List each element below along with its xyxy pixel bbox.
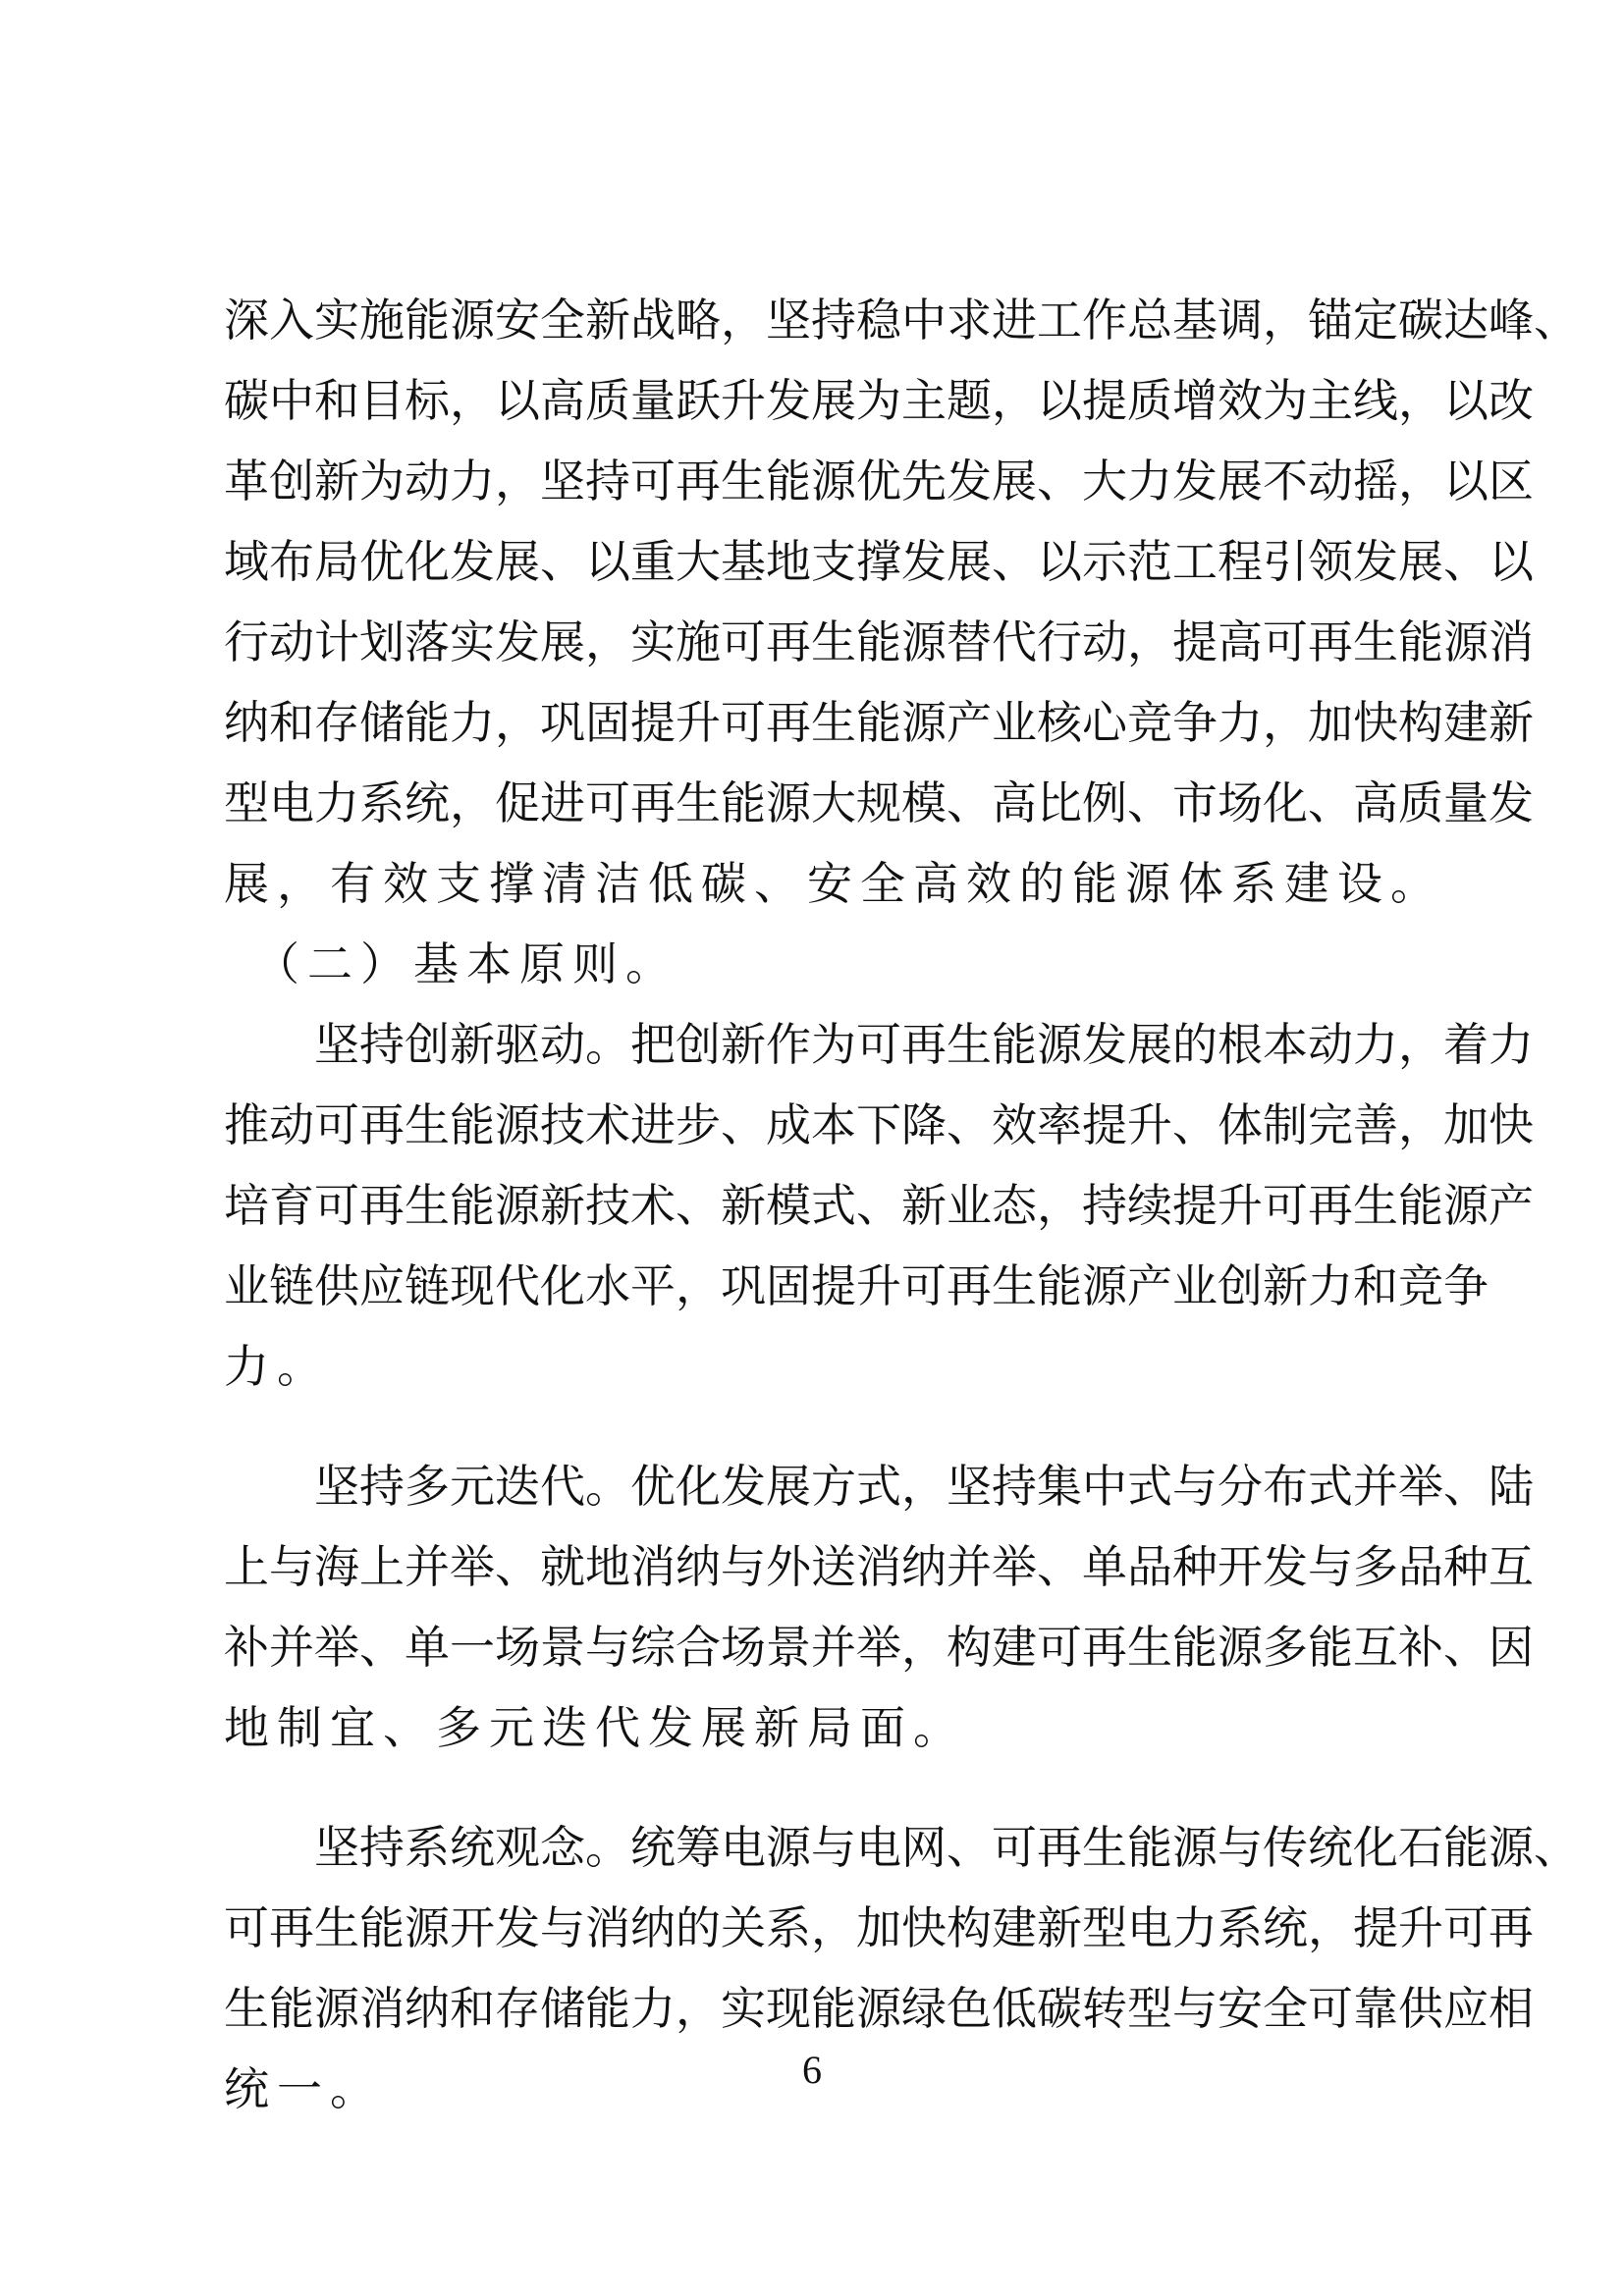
text-line: 推 动 可 再 生 能 源 技 术 进 步 、 成 本 下 降 、 效 率 提 升 、 体 制 完 善 ， 加 快 (224, 1098, 1534, 1151)
text-line: （二）基本原则。 (224, 937, 678, 990)
text-line: 培 育 可 再 生 能 源 新 技 术 、 新 模 式 、 新 业 态 ， 持 续 提 升 可 再 生 能 源 产 (224, 1179, 1534, 1232)
text-line: 坚 持 系 统 观 念 。 统 筹 电 源 与 电 网 、 可 再 生 能 源 与 传 统 化 石 能 源 、 (314, 1821, 1579, 1874)
text-line: 域 布 局 优 化 发 展 、 以 重 大 基 地 支 撑 发 展 、 以 示 范 工 程 引 领 发 展 、 以 (224, 535, 1534, 588)
text-line: 纳 和 存 储 能 力 ， 巩 固 提 升 可 再 生 能 源 产 业 核 心 竞 争 力 ， 加 快 构 建 新 (224, 696, 1534, 749)
text-line: 补 并 举 、 单 一 场 景 与 综 合 场 景 并 举 ， 构 建 可 再 生 能 源 多 能 互 补 、 因 (224, 1621, 1534, 1674)
text-line: 碳 中 和 目 标 ， 以 高 质 量 跃 升 发 展 为 主 题 ， 以 提 质 增 效 为 主 线 ， 以 改 (224, 374, 1534, 427)
text-line: 型 电 力 系 统 ， 促 进 可 再 生 能 源 大 规 模 、 高 比 例 、 市 场 化 、 高 质 量 发 (224, 776, 1534, 829)
text-line: 坚 持 创 新 驱 动 。 把 创 新 作 为 可 再 生 能 源 发 展 的 根 本 动 力 ， 着 力 (314, 1018, 1534, 1071)
text-line: 地制宜、多元迭代发展新局面。 (224, 1701, 966, 1754)
text-line: 展，有效支撑清洁低碳、安全高效的能源体系建设。 (224, 857, 1443, 910)
text-line: 坚 持 多 元 迭 代 。 优 化 发 展 方 式 ， 坚 持 集 中 式 与 分 布 式 并 举 、 陆 (314, 1460, 1534, 1513)
text-line: 上 与 海 上 并 举 、 就 地 消 纳 与 外 送 消 纳 并 举 、 单 品 种 开 发 与 多 品 种 互 (224, 1540, 1534, 1593)
text-line: 深 入 实 施 能 源 安 全 新 战 略 ， 坚 持 稳 中 求 进 工 作 总 基 调 ， 锚 定 碳 达 峰 、 (224, 294, 1579, 347)
text-line: 可 再 生 能 源 开 发 与 消 纳 的 关 系 ， 加 快 构 建 新 型 电 力 系 统 ， 提 升 可 再 (224, 1901, 1534, 1954)
text-line: 生 能 源 消 纳 和 存 储 能 力 ， 实 现 能 源 绿 色 低 碳 转 型 与 安 全 可 靠 供 应 相 (224, 1982, 1534, 2035)
page-number: 6 (802, 2048, 822, 2092)
text-line: 革 创 新 为 动 力 ， 坚 持 可 再 生 能 源 优 先 发 展 、 大 力 发 展 不 动 摇 ， 以 区 (224, 454, 1534, 507)
text-line: 业 链 供 应 链 现 代 化 水 平 ， 巩 固 提 升 可 再 生 能 源 产 业 创 新 力 和 竞 争 (224, 1259, 1489, 1312)
text-line: 统一。 (224, 2062, 383, 2115)
text-line: 力。 (224, 1340, 330, 1393)
text-line: 行 动 计 划 落 实 发 展 ， 实 施 可 再 生 能 源 替 代 行 动 ， 提 高 可 再 生 能 源 消 (224, 615, 1534, 668)
